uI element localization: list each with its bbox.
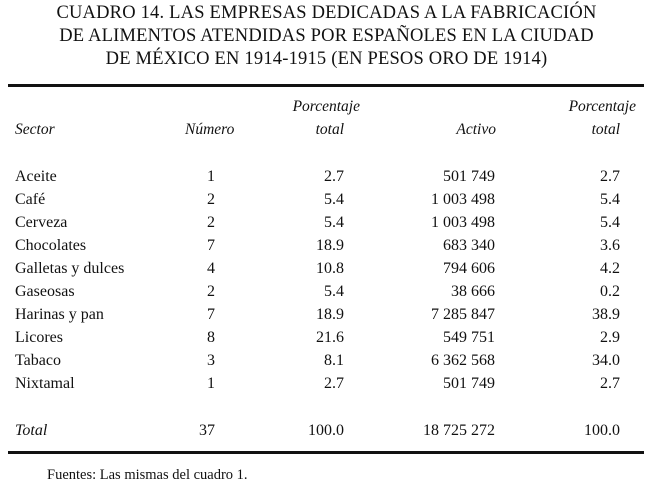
header-porcentaje-2-top: Porcentaje (568, 98, 636, 115)
cell-numero: 3 (207, 352, 215, 369)
cell-activo: 38 666 (451, 283, 495, 300)
cell-porcentaje-activo: 3.6 (600, 237, 620, 254)
total-activo: 18 725 272 (423, 422, 495, 439)
cell-sector: Café (15, 191, 46, 208)
cell-porcentaje: 10.8 (316, 260, 344, 277)
table-title (0, 2, 653, 71)
total-porcentaje: 100.0 (308, 422, 344, 439)
cell-porcentaje: 18.9 (316, 306, 344, 323)
top-rule (8, 84, 644, 87)
cell-porcentaje: 5.4 (324, 214, 344, 231)
title-line-1: CUADRO 14. LAS EMPRESAS DEDICADAS A LA FABRICACIÓN (56, 3, 597, 23)
title-line-3: DE MÉXICO EN 1914-1915 (EN PESOS ORO DE 1914) (105, 49, 548, 69)
cell-porcentaje: 5.4 (324, 283, 344, 300)
total-row (0, 421, 653, 443)
header-porcentaje-1-top: Porcentaje (292, 98, 360, 115)
table-row (0, 236, 653, 258)
cell-sector: Tabaco (15, 352, 61, 369)
cell-porcentaje-activo: 0.2 (600, 283, 620, 300)
table-row (0, 190, 653, 212)
table-row (0, 282, 653, 304)
cell-sector: Aceite (15, 168, 57, 185)
cell-sector: Galletas y dulces (15, 260, 125, 277)
bottom-rule (8, 451, 644, 454)
total-numero: 37 (199, 422, 215, 439)
cell-porcentaje: 2.7 (324, 375, 344, 392)
cell-activo: 501 749 (443, 168, 495, 185)
total-label: Total (15, 422, 48, 439)
cell-activo: 7 285 847 (431, 306, 495, 323)
header-numero: Número (185, 121, 235, 138)
cell-porcentaje-activo: 2.7 (600, 168, 620, 185)
cell-activo: 1 003 498 (431, 191, 495, 208)
cell-porcentaje-activo: 38.9 (592, 306, 620, 323)
title-line-2: DE ALIMENTOS ATENDIDAS POR ESPAÑOLES EN LA CIUDAD (59, 26, 594, 46)
table-row (0, 328, 653, 350)
cell-activo: 501 749 (443, 375, 495, 392)
cell-sector: Harinas y pan (15, 306, 104, 323)
table-row (0, 259, 653, 281)
cell-numero: 1 (207, 375, 215, 392)
cell-sector: Cerveza (15, 214, 68, 231)
total-porcentaje-activo: 100.0 (584, 422, 620, 439)
cell-numero: 1 (207, 168, 215, 185)
cell-activo: 549 751 (443, 329, 495, 346)
cell-activo: 6 362 568 (431, 352, 495, 369)
cell-numero: 7 (207, 306, 215, 323)
cell-porcentaje-activo: 4.2 (600, 260, 620, 277)
cell-porcentaje: 18.9 (316, 237, 344, 254)
cell-sector: Gaseosas (15, 283, 75, 300)
cell-sector: Nixtamal (15, 375, 75, 392)
cell-porcentaje-activo: 2.7 (600, 375, 620, 392)
cell-porcentaje-activo: 5.4 (600, 214, 620, 231)
table-row (0, 167, 653, 189)
cell-numero: 8 (207, 329, 215, 346)
cell-activo: 1 003 498 (431, 214, 495, 231)
cell-porcentaje: 21.6 (316, 329, 344, 346)
header-activo: Activo (456, 121, 496, 138)
table-row (0, 305, 653, 327)
cell-porcentaje-activo: 5.4 (600, 191, 620, 208)
header-sector: Sector (15, 121, 55, 138)
header-porcentaje-1-bottom: total (315, 121, 344, 138)
cell-porcentaje-activo: 34.0 (592, 352, 620, 369)
source-note: Fuentes: Las mismas del cuadro 1. (47, 467, 248, 483)
table-row (0, 374, 653, 396)
table-row (0, 351, 653, 373)
cell-numero: 4 (207, 260, 215, 277)
cell-numero: 2 (207, 191, 215, 208)
cell-porcentaje: 8.1 (324, 352, 344, 369)
cell-numero: 2 (207, 283, 215, 300)
cell-porcentaje-activo: 2.9 (600, 329, 620, 346)
cell-porcentaje: 2.7 (324, 168, 344, 185)
cell-sector: Licores (15, 329, 63, 346)
cell-numero: 7 (207, 237, 215, 254)
header-porcentaje-2-bottom: total (591, 121, 620, 138)
cell-numero: 2 (207, 214, 215, 231)
cell-sector: Chocolates (15, 237, 87, 254)
cell-activo: 794 606 (443, 260, 495, 277)
table-row (0, 213, 653, 235)
cell-porcentaje: 5.4 (324, 191, 344, 208)
cell-activo: 683 340 (443, 237, 495, 254)
